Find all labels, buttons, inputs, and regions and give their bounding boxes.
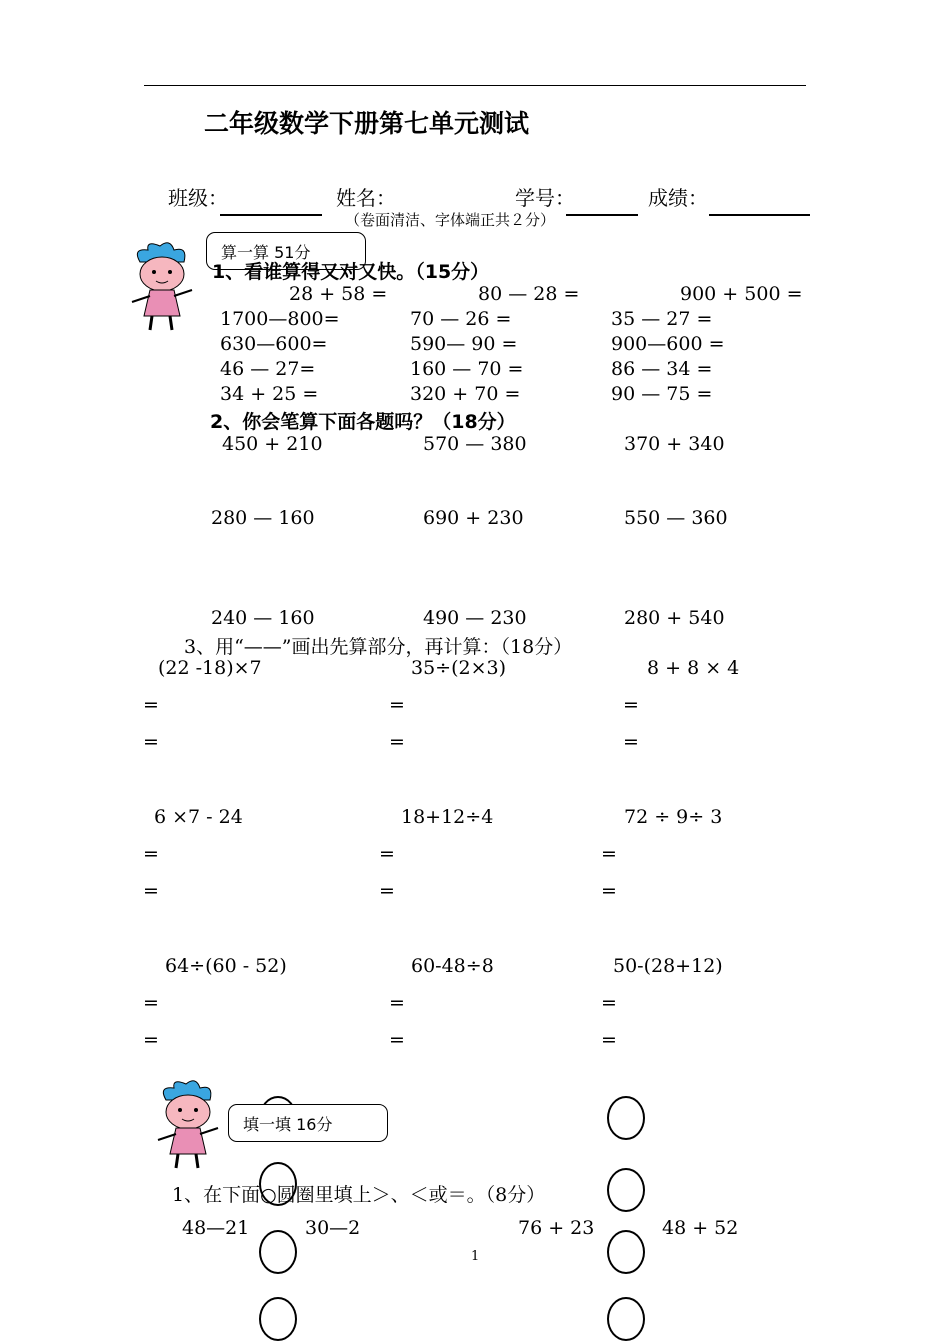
class-label: 班级： <box>168 186 228 210</box>
problem: 72 ÷ 9÷ 3 <box>624 806 723 828</box>
problem: 34 + 25 = <box>220 383 319 405</box>
problem: 240 — 160 <box>211 607 315 629</box>
equals-sign: = <box>389 731 405 753</box>
problem: 550 — 360 <box>624 507 728 529</box>
top-rule <box>144 85 806 86</box>
problem: 280 + 540 <box>624 607 725 629</box>
answer-circle[interactable] <box>607 1168 645 1212</box>
equals-sign: = <box>601 1029 617 1051</box>
equals-sign: = <box>601 880 617 902</box>
section2-heading: 2、你会笔算下面各题吗？（18分） <box>210 411 516 433</box>
problem: 370 + 340 <box>624 433 725 455</box>
girl-mascot-icon <box>152 1078 224 1172</box>
problem: 570 — 380 <box>423 433 527 455</box>
problem: 900—600 = <box>611 333 725 355</box>
problem: 35 — 27 = <box>611 308 713 330</box>
equals-sign: = <box>389 694 405 716</box>
problem: 6 ×7 - 24 <box>154 806 243 828</box>
problem: 690 + 230 <box>423 507 524 529</box>
problem: 90 — 75 = <box>611 383 713 405</box>
class-blank[interactable] <box>220 214 322 216</box>
girl-mascot-icon <box>126 240 198 334</box>
equals-sign: = <box>601 992 617 1014</box>
problem: 80 — 28 = <box>478 283 580 305</box>
problem: 50-(28+12) <box>613 955 723 977</box>
equals-sign: = <box>623 731 639 753</box>
section-bubble-calc: 算一算 51分 <box>206 232 366 270</box>
problem: 70 — 26 = <box>410 308 512 330</box>
answer-circle[interactable] <box>607 1096 645 1140</box>
id-label: 学号： <box>515 186 575 210</box>
problem: 900 + 500 = <box>680 283 803 305</box>
equals-sign: = <box>143 1029 159 1051</box>
problem: 1700—800= <box>220 308 340 330</box>
problem: 160 — 70 = <box>410 358 524 380</box>
problem: 590— 90 = <box>410 333 518 355</box>
answer-circle[interactable] <box>607 1297 645 1341</box>
equals-sign: = <box>143 843 159 865</box>
equals-sign: = <box>389 1029 405 1051</box>
answer-circle[interactable] <box>259 1297 297 1341</box>
section4-heading: 1、在下面○圆圈里填上＞、＜或＝。（8分） <box>172 1184 546 1206</box>
equals-sign: = <box>389 992 405 1014</box>
score-blank[interactable] <box>709 214 810 216</box>
page-title: 二年级数学下册第七单元测试 <box>204 109 530 138</box>
equals-sign: = <box>143 694 159 716</box>
problem: 630—600= <box>220 333 328 355</box>
problem: 450 + 210 <box>222 433 323 455</box>
comparison-item: 48 + 52 <box>662 1217 739 1239</box>
equals-sign: = <box>379 843 395 865</box>
problem: 320 + 70 = <box>410 383 521 405</box>
answer-circle[interactable] <box>607 1230 645 1274</box>
problem: 18+12÷4 <box>401 806 494 828</box>
problem: 490 — 230 <box>423 607 527 629</box>
answer-circle[interactable] <box>259 1230 297 1274</box>
equals-sign: = <box>143 731 159 753</box>
score-label: 成绩： <box>648 186 708 210</box>
problem: 28 + 58 = <box>289 283 388 305</box>
equals-sign: = <box>143 880 159 902</box>
problem: 35÷(2×3) <box>411 657 507 679</box>
section3-heading: 3、用“——”画出先算部分，再计算：（18分） <box>184 636 573 658</box>
equals-sign: = <box>623 694 639 716</box>
comparison-item: 76 + 23 <box>518 1217 595 1239</box>
name-label: 姓名： <box>336 186 396 210</box>
comparison-item: 30—2 <box>305 1217 361 1239</box>
problem: 46 — 27= <box>220 358 316 380</box>
section-bubble-fill: 填一填 16分 <box>228 1104 388 1142</box>
problem: 86 — 34 = <box>611 358 713 380</box>
problem: (22 -18)×7 <box>158 657 262 679</box>
problem: 8 + 8 × 4 <box>647 657 740 679</box>
id-blank[interactable] <box>566 214 638 216</box>
equals-sign: = <box>379 880 395 902</box>
page-number: 1 <box>471 1249 480 1264</box>
problem: 280 — 160 <box>211 507 315 529</box>
problem: 64÷(60 - 52) <box>165 955 287 977</box>
neatness-note: （卷面清洁、字体端正共２分） <box>345 211 556 229</box>
problem: 60-48÷8 <box>411 955 494 977</box>
section1-heading: 1、看谁算得又对又快。（15分） <box>212 261 490 283</box>
comparison-item: 48—21 <box>182 1217 250 1239</box>
equals-sign: = <box>143 992 159 1014</box>
equals-sign: = <box>601 843 617 865</box>
